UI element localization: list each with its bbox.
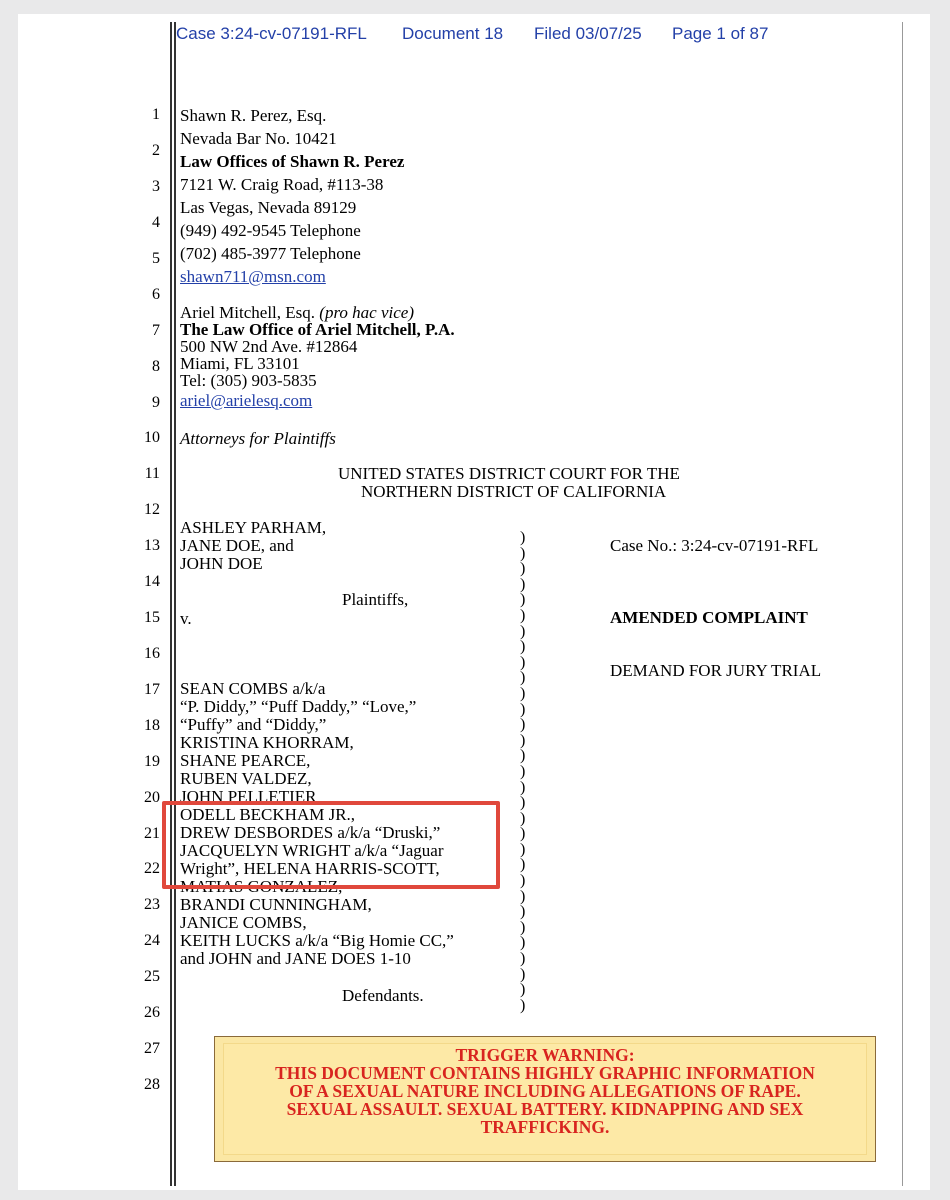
defendant-line: Wright”, HELENA HARRIS-SCOTT,: [180, 859, 440, 878]
plaintiffs-label: Plaintiffs,: [342, 590, 409, 609]
line-number: 13: [144, 537, 160, 554]
warning-line: SEXUAL ASSAULT. SEXUAL BATTERY. KIDNAPPING AND SEX: [286, 1099, 804, 1119]
paren: ): [520, 965, 526, 983]
line-number: 20: [144, 789, 160, 806]
defendant-line: RUBEN VALDEZ,: [180, 769, 312, 788]
paren: ): [520, 575, 526, 593]
paren: ): [520, 638, 526, 656]
line-number: 8: [152, 358, 160, 375]
line-number: 27: [144, 1040, 160, 1057]
line-number: 12: [144, 501, 160, 518]
paren: ): [520, 981, 526, 999]
line-number: 7: [152, 322, 160, 339]
line-number: 18: [144, 717, 160, 734]
counsel-firm: Law Offices of Shawn R. Perez: [180, 152, 405, 171]
line-number: 26: [144, 1004, 160, 1021]
paren: ): [520, 606, 526, 624]
line-number: 21: [144, 825, 160, 842]
defendant-line: KEITH LUCKS a/k/a “Big Homie CC,”: [180, 931, 454, 950]
counsel-email-link[interactable]: shawn711@msn.com: [180, 267, 326, 286]
defendant-line: JACQUELYN WRIGHT a/k/a “Jaguar: [180, 841, 444, 860]
counsel-phone: (702) 485-3977 Telephone: [180, 244, 361, 263]
line-number: 3: [152, 178, 160, 195]
line-number: 28: [144, 1076, 160, 1093]
paren: ): [520, 762, 526, 780]
line-number: 14: [144, 573, 160, 590]
caption-paren-column: [520, 530, 525, 1013]
warning-line: THIS DOCUMENT CONTAINS HIGHLY GRAPHIC INFORMATION: [275, 1063, 815, 1083]
line-number: 25: [144, 968, 160, 985]
header-case-number: Case 3:24-cv-07191-RFL: [176, 24, 367, 43]
paren: ): [520, 778, 526, 796]
trigger-warning-box: [214, 1036, 876, 1162]
plaintiff-name: ASHLEY PARHAM,: [180, 518, 327, 537]
paren: ): [520, 684, 526, 702]
counsel-bar-number: Nevada Bar No. 10421: [180, 129, 337, 148]
defendant-line: and JOHN and JANE DOES 1-10: [180, 949, 411, 968]
document-title: AMENDED COMPLAINT: [610, 608, 808, 627]
warning-line: OF A SEXUAL NATURE INCLUDING ALLEGATIONS OF RAPE.: [289, 1081, 801, 1101]
line-number: 4: [152, 214, 160, 231]
paren: ): [520, 529, 526, 546]
defendant-line: MATIAS GONZALEZ,: [180, 877, 343, 896]
defendants-label: Defendants.: [342, 986, 424, 1005]
defendant-line: “P. Diddy,” “Puff Daddy,” “Love,”: [180, 697, 417, 716]
paren: ): [520, 903, 526, 921]
paren: ): [520, 669, 526, 687]
line-number: 1: [152, 106, 160, 123]
paren: ): [520, 809, 526, 827]
paren: ): [520, 887, 526, 905]
margin-rule-left-outer: [170, 22, 172, 1186]
paren: ): [520, 856, 526, 874]
counsel-address-line: Miami, FL 33101: [180, 354, 300, 373]
defendant-line: “Puffy” and “Diddy,”: [180, 715, 327, 734]
paren: ): [520, 918, 526, 936]
line-number: 23: [144, 896, 160, 913]
line-number: 22: [144, 860, 160, 877]
counsel-address-line: Las Vegas, Nevada 89129: [180, 198, 357, 217]
line-number: 10: [144, 429, 160, 446]
case-number: Case No.: 3:24-cv-07191-RFL: [610, 536, 819, 555]
paren: ): [520, 934, 526, 952]
defendant-line: DREW DESBORDES a/k/a “Druski,”: [180, 823, 441, 842]
line-number: 9: [152, 394, 160, 411]
header-filed-date: Filed 03/07/25: [534, 24, 642, 43]
line-number: 16: [144, 645, 160, 662]
paren: ): [520, 950, 526, 968]
jury-demand: DEMAND FOR JURY TRIAL: [610, 661, 822, 680]
document-page: [18, 14, 930, 1190]
defendant-line: BRANDI CUNNINGHAM,: [180, 895, 372, 914]
paren: ): [520, 700, 526, 718]
margin-rule-left-inner: [174, 22, 176, 1186]
line-number: 11: [144, 465, 160, 482]
versus: v.: [180, 609, 192, 628]
court-name-line: UNITED STATES DISTRICT COURT FOR THE: [338, 464, 680, 483]
warning-heading: TRIGGER WARNING:: [455, 1045, 635, 1065]
line-number: 24: [144, 932, 160, 949]
counsel-email-link[interactable]: ariel@arielesq.com: [180, 391, 313, 410]
line-number: 2: [152, 142, 160, 159]
counsel-name: Ariel Mitchell, Esq.: [180, 303, 316, 322]
paren: ): [520, 794, 526, 812]
paren: ): [520, 996, 526, 1014]
highlight-annotation-box: [162, 801, 500, 889]
counsel-firm: The Law Office of Ariel Mitchell, P.A.: [180, 320, 455, 339]
line-number: 15: [144, 609, 160, 626]
defendant-line: KRISTINA KHORRAM,: [180, 733, 354, 752]
paren: ): [520, 731, 526, 749]
paren: ): [520, 840, 526, 858]
defendant-line: JOHN PELLETIER: [180, 787, 317, 806]
defendant-line: SEAN COMBS a/k/a: [180, 679, 326, 698]
line-number: 19: [144, 753, 160, 770]
counsel-address-line: 7121 W. Craig Road, #113-38: [180, 175, 384, 194]
paren: ): [520, 716, 526, 734]
margin-rule-right: [902, 22, 903, 1186]
pro-hac-vice-note: (pro hac vice): [319, 303, 414, 322]
paren: ): [520, 653, 526, 671]
counsel-name: Shawn R. Perez, Esq.: [180, 106, 327, 125]
attorneys-for-plaintiffs: Attorneys for Plaintiffs: [180, 429, 336, 448]
counsel-address-line: 500 NW 2nd Ave. #12864: [180, 337, 358, 356]
header-page-count: Page 1 of 87: [672, 24, 769, 43]
paren: ): [520, 560, 526, 578]
paren: ): [520, 747, 526, 765]
line-number: 17: [144, 681, 160, 698]
line-number: 5: [152, 250, 160, 267]
line-number: 6: [152, 286, 160, 303]
counsel-phone: Tel: (305) 903-5835: [180, 371, 317, 390]
defendant-line: ODELL BECKHAM JR.,: [180, 805, 356, 824]
header-document-number: Document 18: [402, 24, 504, 43]
warning-line: TRAFFICKING.: [480, 1117, 610, 1137]
plaintiff-name: JANE DOE, and: [180, 536, 294, 555]
paren: ): [520, 872, 526, 890]
defendant-line: SHANE PEARCE,: [180, 751, 311, 770]
paren: ): [520, 825, 526, 843]
paren: ): [520, 622, 526, 640]
paren: ): [520, 544, 526, 562]
counsel-phone: (949) 492-9545 Telephone: [180, 221, 361, 240]
defendant-line: JANICE COMBS,: [180, 913, 307, 932]
court-district-line: NORTHERN DISTRICT OF CALIFORNIA: [361, 482, 667, 501]
paren: ): [520, 591, 526, 609]
plaintiff-name: JOHN DOE: [180, 554, 263, 573]
